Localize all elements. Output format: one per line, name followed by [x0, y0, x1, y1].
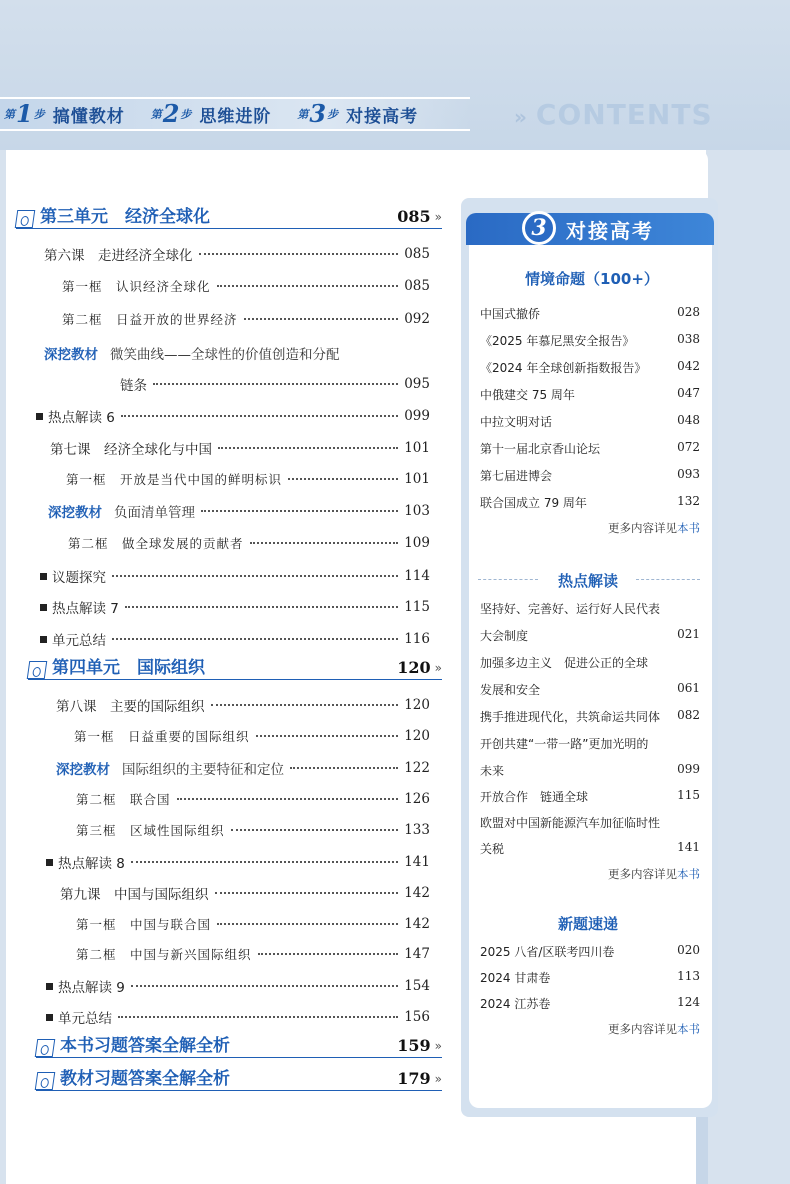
toc-label: 第二框 日益开放的世界经济 [62, 312, 238, 327]
unit-page: 085 [397, 207, 431, 226]
toc-page: 109 [404, 535, 430, 551]
toc-row[interactable] [48, 501, 430, 521]
item-text: 2024 江苏卷 [480, 997, 551, 1011]
square-bullet-icon [46, 1014, 53, 1021]
toc-row[interactable] [40, 597, 430, 617]
list-item[interactable] [480, 627, 700, 644]
leader-dots [177, 798, 399, 800]
toc-page: 154 [404, 978, 430, 994]
toc-label: 热点解读 7 [52, 601, 119, 617]
unit-title: 本书习题答案全解全析 [60, 1036, 230, 1056]
list-item[interactable] [480, 762, 700, 779]
step-number: 2 [162, 99, 180, 128]
more-link[interactable] [480, 520, 700, 536]
unit-4-heading[interactable] [28, 658, 442, 680]
more-book: 本书 [677, 867, 700, 881]
toc-row[interactable] [76, 945, 430, 963]
list-item[interactable] [480, 995, 700, 1012]
toc-page: 085 [404, 246, 430, 262]
leader-dots [250, 542, 399, 544]
toc-page: 147 [404, 946, 430, 962]
list-item[interactable] [480, 359, 700, 376]
toc-label: 单元总结 [58, 1011, 112, 1027]
toc-row[interactable] [76, 821, 430, 839]
step-prefix: 第 [150, 108, 162, 121]
item-page: 061 [677, 681, 700, 695]
list-item[interactable] [480, 654, 700, 671]
toc-label: 第九课 中国与国际组织 [60, 887, 209, 903]
unit-page: 120 [397, 658, 431, 677]
toc-label: 微笑曲线——全球性的价值创造和分配 [110, 347, 340, 363]
item-page: 141 [677, 840, 700, 854]
toc-page: 114 [404, 568, 430, 584]
list-item[interactable] [480, 708, 700, 725]
item-page: 132 [677, 494, 700, 508]
bulb-icon [27, 661, 48, 679]
step-prefix: 第 [297, 108, 309, 121]
leader-dots [153, 383, 398, 385]
toc-label: 热点解读 9 [58, 980, 125, 996]
toc-page: 085 [404, 278, 430, 294]
contents-heading [514, 98, 713, 131]
list-item[interactable] [480, 386, 700, 403]
toc-page: 126 [404, 791, 430, 807]
toc-page: 092 [404, 311, 430, 327]
item-page: 099 [677, 762, 700, 776]
double-chevron-icon: » [434, 1072, 442, 1086]
square-bullet-icon [36, 413, 43, 420]
leader-dots [217, 923, 398, 925]
step-number: 1 [16, 99, 33, 128]
double-chevron-icon: » [434, 1039, 442, 1053]
item-text: 联合国成立 79 周年 [480, 496, 587, 510]
unit-page: 179 [397, 1069, 431, 1088]
double-chevron-icon: » [514, 105, 528, 129]
toc-row[interactable] [76, 790, 430, 808]
item-page: 082 [677, 708, 700, 722]
toc-page: 116 [404, 631, 430, 647]
bulb-icon [35, 1039, 56, 1057]
toc-page: 122 [404, 760, 430, 776]
list-item[interactable] [480, 681, 700, 698]
toc-label: 第一框 认识经济全球化 [62, 279, 211, 294]
toc-row[interactable] [46, 1007, 430, 1027]
item-text: 发展和安全 [480, 683, 541, 697]
page-tab [690, 150, 708, 200]
item-text: 《2024 年全球创新指数报告》 [480, 361, 647, 375]
list-item[interactable] [480, 969, 700, 986]
item-page: 115 [677, 788, 700, 802]
toc-label: 第一框 日益重要的国际组织 [74, 729, 250, 744]
step-suffix: 步 [180, 108, 192, 121]
more-book: 本书 [677, 521, 700, 535]
item-text: 未来 [480, 764, 505, 778]
item-text: 中拉文明对话 [480, 415, 553, 429]
page-edge [696, 1110, 708, 1184]
toc-row[interactable] [56, 758, 430, 778]
leader-dots [201, 510, 398, 512]
toc-label: 议题探究 [52, 570, 106, 586]
item-text: 开创共建“一带一路”更加光明的 [480, 737, 649, 751]
toc-label: 第二框 做全球发展的贡献者 [68, 536, 244, 551]
item-text: 坚持好、完善好、运行好人民代表 [480, 602, 661, 616]
toc-label: 链条 [120, 378, 147, 394]
toc-row[interactable] [120, 374, 430, 394]
toc-row[interactable] [66, 470, 430, 488]
leader-dots [244, 318, 399, 320]
list-item[interactable] [480, 440, 700, 457]
item-text: 携手推进现代化，共筑命运共同体 [480, 710, 661, 724]
list-item[interactable] [480, 305, 700, 322]
list-item[interactable] [480, 814, 700, 831]
more-link[interactable] [480, 1021, 700, 1037]
deep-dive-tag: 深挖教材 [48, 505, 102, 521]
toc-label: 单元总结 [52, 633, 106, 649]
leader-dots [112, 638, 398, 640]
leader-dots [288, 478, 398, 480]
toc-row[interactable] [56, 695, 430, 715]
item-text: 中国式撤侨 [480, 307, 541, 321]
item-text: 开放合作 链通全球 [480, 790, 589, 804]
list-item[interactable] [480, 467, 700, 484]
item-page: 020 [677, 943, 700, 957]
more-book: 本书 [677, 1022, 700, 1036]
item-page: 038 [677, 332, 700, 346]
leader-dots [121, 415, 398, 417]
toc-row[interactable] [62, 277, 430, 295]
list-item[interactable] [480, 332, 700, 349]
leader-dots [231, 829, 399, 831]
leader-dots [215, 892, 399, 894]
unit-title: 教材习题答案全解全析 [60, 1069, 230, 1089]
toc-row[interactable] [44, 343, 430, 363]
square-bullet-icon [40, 636, 47, 643]
section-title-hot: 热点解读 [546, 570, 630, 591]
item-text: 加强多边主义 促进公正的全球 [480, 656, 649, 670]
toc-row[interactable] [74, 727, 430, 745]
answers-book-heading[interactable] [36, 1036, 442, 1058]
toc-page: 120 [404, 697, 430, 713]
toc-row[interactable] [44, 244, 430, 264]
toc-label: 第三框 区域性国际组织 [76, 823, 225, 838]
list-item[interactable] [480, 840, 700, 857]
section-title-new: 新题速递 [546, 913, 630, 934]
leader-dots [131, 985, 398, 987]
leader-dots [131, 861, 398, 863]
step-title: 对接高考 [346, 106, 419, 127]
unit-3-heading[interactable] [16, 207, 442, 229]
item-text: 第十一届北京香山论坛 [480, 442, 601, 456]
bulb-icon [35, 1072, 56, 1090]
toc-label: 热点解读 6 [48, 410, 115, 426]
item-page: 028 [677, 305, 700, 319]
toc-label: 第八课 主要的国际组织 [56, 699, 205, 715]
square-bullet-icon [46, 983, 53, 990]
deep-dive-tag: 深挖教材 [56, 762, 110, 778]
toc-label: 负面清单管理 [114, 505, 195, 521]
section-title-scenario: 情境命题（100+） [522, 268, 662, 289]
list-item[interactable] [480, 943, 700, 960]
toc-page: 141 [404, 854, 430, 870]
double-chevron-icon: » [434, 210, 442, 224]
item-text: 《2025 年慕尼黑安全报告》 [480, 334, 635, 348]
more-link[interactable] [480, 866, 700, 882]
leader-dots [256, 735, 399, 737]
step-suffix: 步 [33, 108, 45, 121]
item-text: 关税 [480, 842, 505, 856]
step-suffix: 步 [327, 108, 339, 121]
list-item[interactable] [480, 735, 700, 752]
toc-page: 099 [404, 408, 430, 424]
item-text: 中俄建交 75 周年 [480, 388, 575, 402]
toc-row[interactable] [40, 566, 430, 586]
contents-label: CONTENTS [535, 98, 713, 131]
square-bullet-icon [40, 604, 47, 611]
exam-panel-header [466, 213, 714, 245]
item-page: 093 [677, 467, 700, 481]
leader-dots [211, 704, 399, 706]
leader-dots [290, 767, 398, 769]
toc-row[interactable] [50, 438, 430, 458]
toc-page: 101 [404, 471, 430, 487]
toc-page: 120 [404, 728, 430, 744]
leader-dots [258, 953, 399, 955]
toc-label: 国际组织的主要特征和定位 [122, 762, 284, 778]
list-item[interactable] [480, 788, 700, 805]
toc-page: 095 [404, 376, 430, 392]
toc-page: 142 [404, 885, 430, 901]
divider [478, 579, 538, 580]
answers-textbook-heading[interactable] [36, 1069, 442, 1091]
toc-page: 156 [404, 1009, 430, 1025]
list-item[interactable] [480, 494, 700, 511]
toc-row[interactable] [68, 534, 430, 552]
item-page: 072 [677, 440, 700, 454]
toc-label: 第七课 经济全球化与中国 [50, 442, 212, 458]
divider [636, 579, 700, 580]
toc-row[interactable] [76, 915, 430, 933]
toc-label: 第二框 中国与新兴国际组织 [76, 947, 252, 962]
leader-dots [112, 575, 398, 577]
toc-row[interactable] [60, 883, 430, 903]
item-text: 大会制度 [480, 629, 529, 643]
unit-title: 第三单元 经济全球化 [40, 207, 210, 227]
item-text: 2025 八省/区联考四川卷 [480, 945, 615, 959]
item-text: 欧盟对中国新能源汽车加征临时性 [480, 816, 661, 830]
panel-title: 对接高考 [566, 218, 654, 243]
toc-label: 热点解读 8 [58, 856, 125, 872]
square-bullet-icon [40, 573, 47, 580]
step-prefix: 第 [4, 108, 15, 121]
item-page: 047 [677, 386, 700, 400]
toc-label: 第一框 开放是当代中国的鲜明标识 [66, 472, 283, 487]
toc-page: 142 [404, 916, 430, 932]
toc-row[interactable] [40, 629, 430, 649]
more-text: 更多内容详见 [608, 521, 677, 535]
deep-dive-tag: 深挖教材 [44, 347, 98, 363]
toc-page: 101 [404, 440, 430, 456]
item-page: 048 [677, 413, 700, 427]
item-text: 第七届进博会 [480, 469, 553, 483]
item-page: 124 [677, 995, 700, 1009]
item-page: 113 [677, 969, 700, 983]
item-page: 021 [677, 627, 700, 641]
step-title: 搞懂教材 [52, 106, 125, 127]
unit-page: 159 [397, 1036, 431, 1055]
leader-dots [218, 447, 398, 449]
square-bullet-icon [46, 859, 53, 866]
toc-page: 115 [404, 599, 430, 615]
toc-page: 133 [404, 822, 430, 838]
toc-row[interactable] [46, 852, 430, 872]
more-text: 更多内容详见 [608, 1022, 677, 1036]
leader-dots [199, 253, 399, 255]
item-text: 2024 甘肃卷 [480, 971, 551, 985]
toc-page: 103 [404, 503, 430, 519]
step-number: 3 [309, 99, 327, 128]
toc-row[interactable] [62, 310, 430, 328]
toc-label: 第一框 中国与联合国 [76, 917, 212, 932]
toc-row[interactable] [36, 406, 430, 426]
more-text: 更多内容详见 [608, 867, 677, 881]
unit-title: 第四单元 国际组织 [52, 658, 205, 678]
leader-dots [118, 1016, 398, 1018]
step-badge: 3 [522, 211, 556, 245]
step-title: 思维进阶 [199, 106, 272, 127]
toc-label: 第二框 联合国 [76, 792, 171, 807]
list-item[interactable] [480, 600, 700, 617]
item-page: 042 [677, 359, 700, 373]
toc-label: 第六课 走进经济全球化 [44, 248, 193, 264]
leader-dots [217, 285, 399, 287]
bulb-icon [15, 210, 36, 228]
toc-row[interactable] [46, 976, 430, 996]
leader-dots [125, 606, 398, 608]
double-chevron-icon: » [434, 661, 442, 675]
list-item[interactable] [480, 413, 700, 430]
